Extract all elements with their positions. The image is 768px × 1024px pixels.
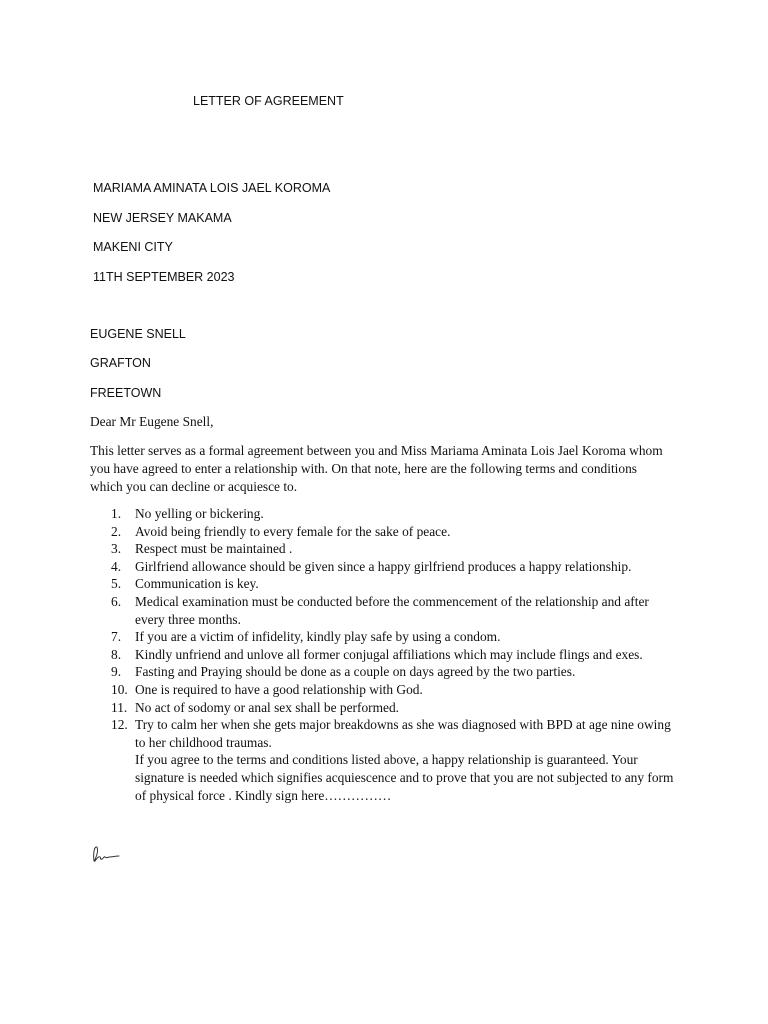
recipient-address-line2: FREETOWN xyxy=(90,385,162,400)
term-text: No act of sodomy or anal sex shall be performed. xyxy=(135,699,400,715)
term-number: 4. xyxy=(111,558,122,574)
term-text: Girlfriend allowance should be given since a happy girlfriend produces a happy relationship. xyxy=(135,558,632,574)
term-number: 9. xyxy=(111,664,122,680)
letter-title: LETTER OF AGREEMENT xyxy=(193,94,344,108)
sender-name: MARIAMA AMINATA LOIS JAEL KOROMA xyxy=(93,181,331,195)
term-number: 2. xyxy=(111,523,122,539)
term-text: One is required to have a good relationship with God. xyxy=(135,681,423,697)
term-item xyxy=(90,699,675,717)
term-text: If you are a victim of infidelity, kindly play safe by using a condom. xyxy=(135,629,501,645)
term-number: 7. xyxy=(111,629,122,645)
term-item xyxy=(90,628,675,646)
terms-list xyxy=(90,505,675,804)
letter-date: 11TH SEPTEMBER 2023 xyxy=(93,269,235,284)
signature-icon xyxy=(91,843,121,865)
term-item xyxy=(90,575,675,593)
term-number: 11. xyxy=(111,699,128,715)
term-item xyxy=(90,646,675,664)
sender-address-line1: NEW JERSEY MAKAMA xyxy=(93,210,232,225)
recipient-block xyxy=(90,327,186,415)
term-item xyxy=(90,558,675,576)
sender-address-line2: MAKENI CITY xyxy=(93,240,173,254)
intro-paragraph: This letter serves as a formal agreement between you and Miss Mariama Aminata Lois Jael Koroma whom you have agreed to enter a relationship with. On that note, here are the following terms and conditions which you can decline or acquiesce to. xyxy=(90,443,663,494)
term-number: 6. xyxy=(111,593,122,609)
term-item xyxy=(90,716,675,751)
recipient-name: EUGENE SNELL xyxy=(90,327,186,341)
term-text: Fasting and Praying should be done as a couple on days agreed by the two parties. xyxy=(135,664,576,680)
sender-block xyxy=(93,181,330,299)
term-number: 3. xyxy=(111,541,122,557)
term-text: No yelling or bickering. xyxy=(135,506,264,521)
term-text: Kindly unfriend and unlove all former conjugal affiliations which may include flings and exes. xyxy=(135,646,643,662)
recipient-address-line1: GRAFTON xyxy=(90,356,151,371)
term-number: 1. xyxy=(111,506,122,521)
term-number: 10. xyxy=(111,681,128,697)
term-item xyxy=(90,540,675,558)
closing-paragraph: If you agree to the terms and conditions listed above, a happy relationship is guaranteed. Your signature is needed which signifies acquiescence and to prove that you are not subjected to any form of physical force . Kindly sign here…………… xyxy=(135,752,674,803)
term-text: Avoid being friendly to every female for the sake of peace. xyxy=(135,523,451,539)
term-text: Try to calm her when she gets major breakdowns as she was diagnosed with BPD at age nine owing to her childhood traumas. xyxy=(135,717,671,750)
term-text: Communication is key. xyxy=(135,576,259,592)
term-item xyxy=(90,505,675,523)
term-item xyxy=(90,663,675,681)
term-text: Medical examination must be conducted before the commencement of the relationship and after every three months. xyxy=(135,593,649,627)
term-number: 12. xyxy=(111,717,128,733)
term-item xyxy=(90,523,675,541)
term-number: 5. xyxy=(111,576,122,592)
term-item xyxy=(90,593,675,628)
term-item xyxy=(90,681,675,699)
term-text: Respect must be maintained . xyxy=(135,541,293,557)
term-number: 8. xyxy=(111,646,122,662)
salutation: Dear Mr Eugene Snell, xyxy=(90,414,214,429)
